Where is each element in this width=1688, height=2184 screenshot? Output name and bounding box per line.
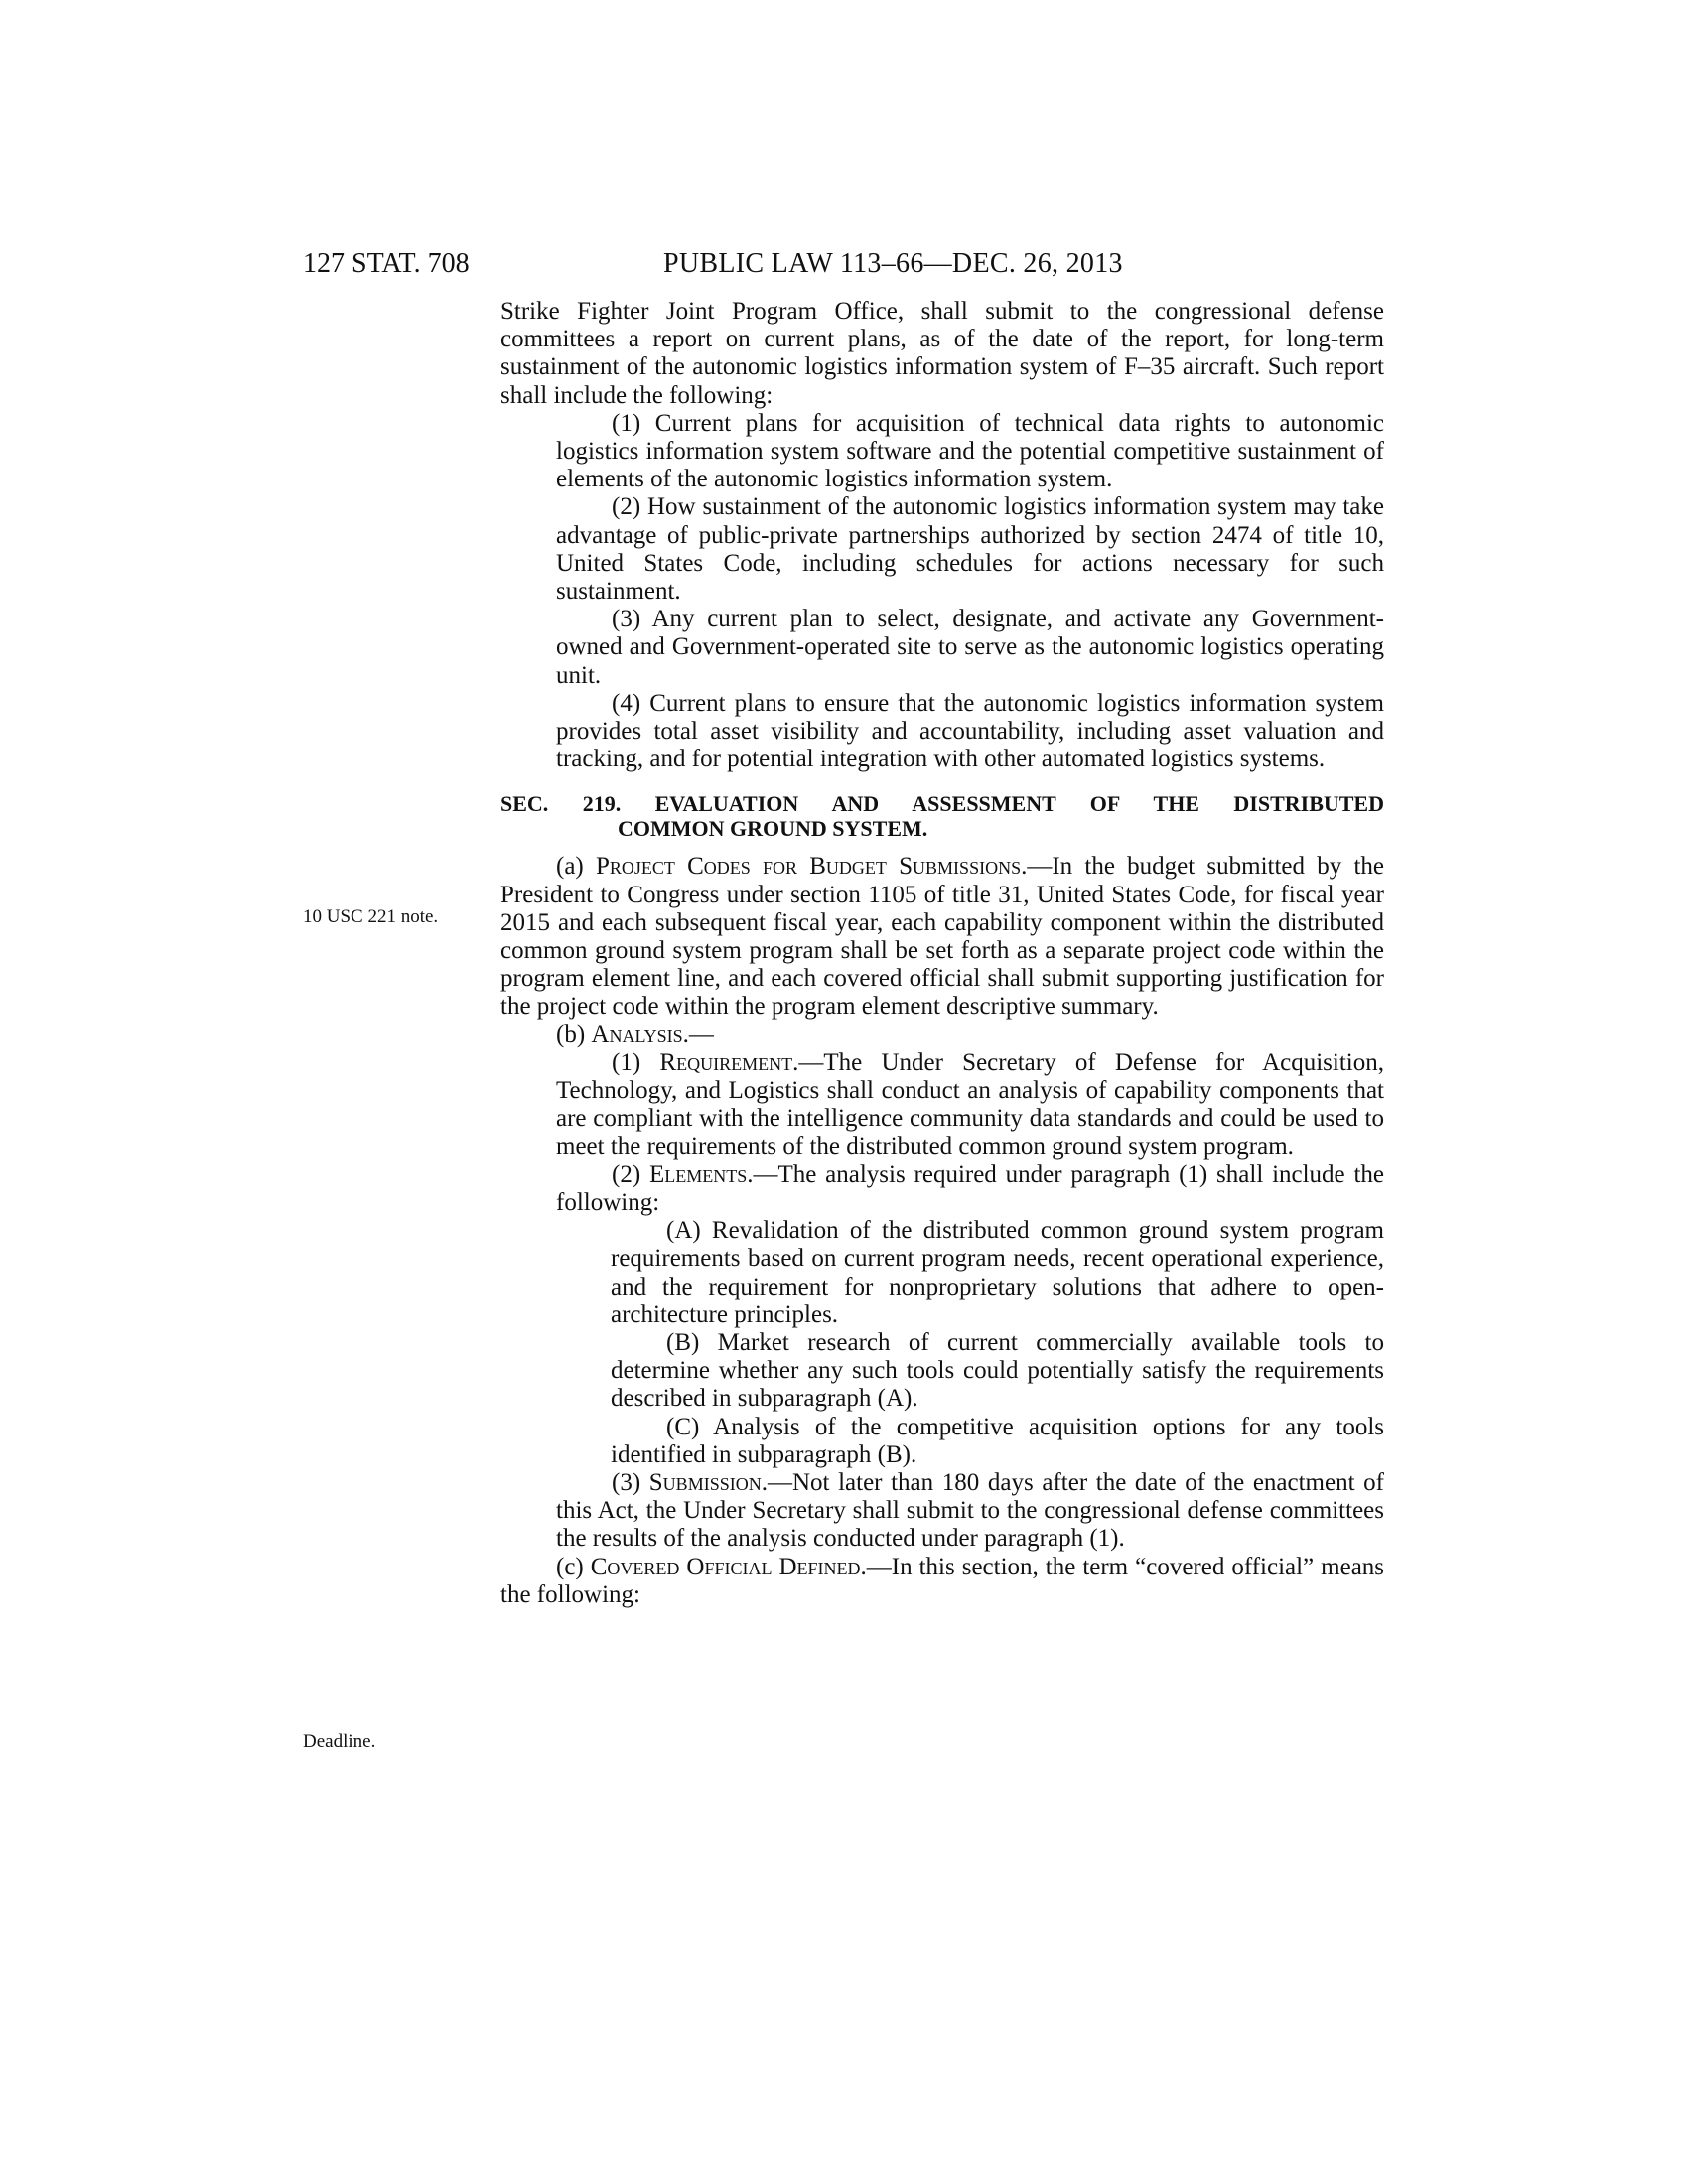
subparagraph-c: (C) Analysis of the competitive acquisition options for any tools identified in subparagraph (B).	[611, 1413, 1384, 1468]
subsection-a	[500, 853, 1384, 1021]
report-items-list	[500, 410, 1384, 774]
report-item-3: (3) Any current plan to select, designate, and activate any Government-owned and Government-operated site to serve as the autonomic logistics operating unit.	[556, 606, 1384, 689]
subsection-b-label: (b)	[556, 1021, 592, 1048]
report-item-4: (4) Current plans to ensure that the autonomic logistics information system provides total asset visibility and accountability, including asset valuation and tracking, and for potential integration with other automated logistics systems.	[556, 689, 1384, 773]
paragraph-b2-text: —The analysis required under paragraph (1) shall include the following:	[556, 1160, 1384, 1216]
paragraph-b3-label: (3)	[612, 1468, 649, 1496]
section-heading-line2: COMMON GROUND SYSTEM.	[618, 816, 928, 842]
subsection-b-text: —	[688, 1021, 714, 1048]
subsection-a-caption: Project Codes for Budget Submissions.	[595, 853, 1028, 881]
subsection-c-caption: Covered Official Defined.	[590, 1553, 867, 1580]
page-header	[303, 244, 1388, 284]
paragraph-b2-caption: Elements.	[648, 1160, 754, 1188]
subsection-b-caption: Analysis.	[591, 1021, 689, 1048]
paragraph-b3-text: —Not later than 180 days after the date of the enactment of this Act, the Under Secretary shall submit to the congressional defense committees the results of the analysis conducted under paragraph (1).	[556, 1468, 1384, 1553]
paragraph-b3	[556, 1469, 1384, 1554]
deadline-margin-note: Deadline.	[303, 1731, 376, 1752]
subsection-b	[500, 1022, 1384, 1049]
subsection-c	[500, 1554, 1384, 1609]
paragraph-b1-label: (1)	[612, 1048, 660, 1076]
subsection-a-text: —In the budget submitted by the President to Congress under section 1105 of title 31, United States Code, for fiscal year 2015 and each subsequent fiscal year, each capability component within the distributed common ground system program shall be set forth as a separate project code within the program element line, and each covered official shall submit supporting justification for the project code within the program element descriptive summary.	[500, 853, 1385, 1021]
section-heading	[500, 791, 1384, 841]
paragraph-b3-caption: Submission.	[648, 1468, 768, 1496]
subparagraph-list	[500, 1217, 1384, 1469]
paragraph-b1-caption: Requirement.	[659, 1048, 799, 1076]
subparagraph-a: (A) Revalidation of the distributed common ground system program requirements based on current program needs, recent operational experience, and the requirement for nonproprietary solutions that adhere to open-architecture principles.	[611, 1217, 1384, 1328]
subsection-c-text: —In this section, the term “covered official” means the following:	[500, 1553, 1385, 1608]
paragraph-b2	[556, 1161, 1384, 1217]
paragraph-b1-text: —The Under Secretary of Defense for Acquisition, Technology, and Logistics shall conduct an analysis of capability components that are compliant with the intelligence community data standards and could be used to meet the requirements of the distributed common ground system program.	[556, 1048, 1384, 1160]
usc-margin-note: 10 USC 221 note.	[303, 906, 439, 927]
document-body	[500, 298, 1384, 1609]
subsection-b-paragraph-3	[500, 1469, 1384, 1554]
section-heading-line1: SEC. 219. EVALUATION AND ASSESSMENT OF THE DISTRIBUTED	[500, 791, 1384, 817]
report-item-2: (2) How sustainment of the autonomic logistics information system may take advantage of public-private partnerships authorized by section 2474 of title 10, United States Code, including schedules for actions necessary for such sustainment.	[556, 493, 1384, 606]
subparagraph-b: (B) Market research of current commercially available tools to determine whether any such tools could potentially satisfy the requirements described in subparagraph (A).	[611, 1328, 1384, 1413]
intro-paragraph: Strike Fighter Joint Program Office, shall submit to the congressional defense committees a report on current plans, as of the date of the report, for long-term sustainment of the autonomic logistics information system of F–35 aircraft. Such report shall include the following:	[500, 298, 1384, 409]
paragraph-b2-label: (2)	[612, 1160, 649, 1188]
law-title: PUBLIC LAW 113–66—DEC. 26, 2013	[663, 248, 1123, 279]
subsection-a-label: (a)	[556, 853, 596, 881]
stat-page-number: 127 STAT. 708	[303, 248, 470, 279]
report-item-1: (1) Current plans for acquisition of technical data rights to autonomic logistics information system software and the potential competitive sustainment of elements of the autonomic logistics information system.	[556, 409, 1384, 493]
subsection-c-label: (c)	[556, 1553, 591, 1580]
paragraph-b1	[556, 1049, 1384, 1161]
subsection-b-paragraphs	[500, 1049, 1384, 1217]
